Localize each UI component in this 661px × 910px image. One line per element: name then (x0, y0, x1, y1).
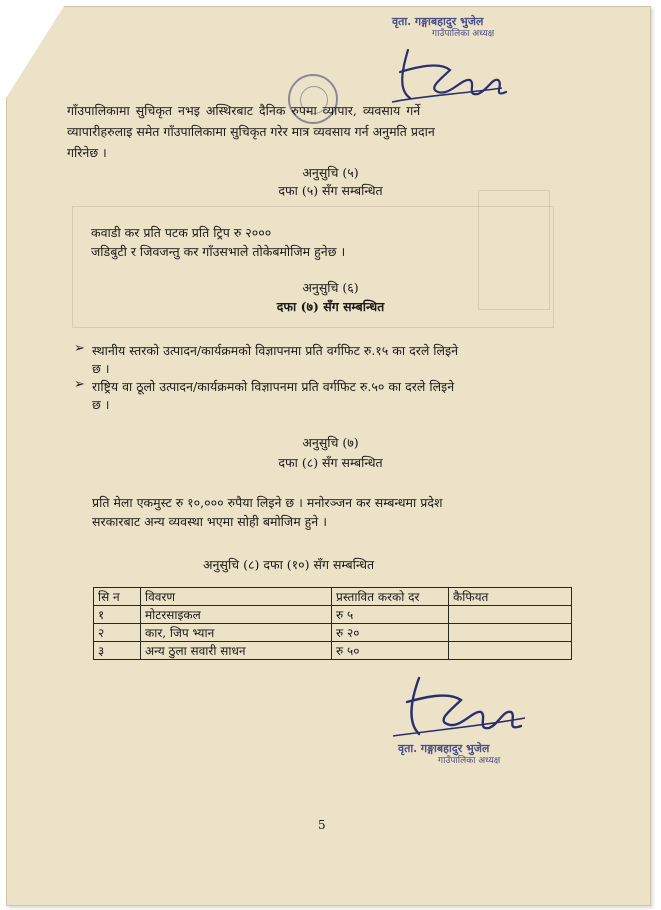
schedule-7-title: अनुसुचि (७) (302, 435, 359, 450)
table-row (94, 624, 572, 642)
schedule-7-line-1: प्रति मेला एकमुस्ट रु १०,००० रुपैया लिइने छ । मनोरञ्जन कर सम्बन्धमा प्रदेश (92, 495, 443, 510)
signature-top (380, 40, 520, 110)
schedule-6-bullet-1-line-2: छ । (92, 361, 110, 376)
schedule-5-line-2: जडिबुटी र जिवजन्तु कर गाँउसभाले तोकेबमोजिम हुनेछ । (91, 244, 346, 259)
arrow-bullet-icon: ➢ (74, 377, 85, 392)
schedule-6-title: अनुसुचि (६) (302, 280, 359, 295)
header-description: विवरण (141, 588, 332, 606)
cell-description: अन्य ठुला सवारी साधन (141, 642, 332, 660)
schedule-7-subtitle: दफा (८) सँग सम्बन्धित (278, 455, 383, 470)
header-serial: सि न (94, 588, 141, 606)
official-stamp-bottom (398, 742, 500, 768)
cell-remarks (449, 624, 572, 642)
cell-rate: रु ५ (332, 606, 449, 624)
cell-serial: ३ (94, 642, 141, 660)
table-row (94, 642, 572, 660)
signature-bottom (385, 672, 535, 744)
header-remarks: कैफियत (449, 588, 572, 606)
cell-rate: रु ५० (332, 642, 449, 660)
schedule-6-bullet-2-line-2: छ । (92, 397, 110, 412)
schedule-5-line-1: कवाडी कर प्रति पटक प्रति ट्रिप रु २००० (91, 225, 272, 240)
cell-remarks (449, 642, 572, 660)
intro-line-3: गरिनेछ । (67, 145, 107, 160)
official-stamp-top (392, 15, 494, 41)
schedule-5-subtitle: दफा (५) सँग सम्बन्धित (278, 183, 383, 198)
folded-corner (6, 6, 64, 98)
intro-line-1: गाँउपालिकामा सुचिकृत नभइ अस्थिरबाट दैनिक रुपमा व्यापार, व्यवसाय गर्ने (67, 103, 421, 118)
table-header-row (94, 588, 572, 606)
schedule-8-title: अनुसुचि (८) दफा (१०) सँग सम्बन्धित (203, 557, 375, 572)
schedule-5-title: अनुसुचि (५) (302, 165, 359, 180)
intro-line-2: व्यापारीहरुलाइ समेत गाँउपालिकामा सुचिकृत गरेर मात्र व्यवसाय गर्न अनुमति प्रदान (67, 124, 435, 139)
stamp-name: वृता. गङ्गाबहादुर भुजेल (392, 15, 484, 28)
cell-description: कार, जिप भ्यान (141, 624, 332, 642)
schedule-6-bullet-1-line-1: स्थानीय स्तरको उत्पादन/कार्यक्रमको विज्ञापनमा प्रति वर्गफिट रु.१५ का दरले लिइने (92, 343, 459, 358)
cell-description: मोटरसाइकल (141, 606, 332, 624)
cell-serial: २ (94, 624, 141, 642)
stamp-title: गाउँपालिका अध्यक्ष (432, 29, 495, 39)
cell-rate: रु २० (332, 624, 449, 642)
arrow-bullet-icon: ➢ (74, 341, 85, 356)
table-row (94, 606, 572, 624)
schedule-6-bullet-2-line-1: राष्ट्रिय वा ठूलो उत्पादन/कार्यक्रमको विज्ञापनमा प्रति वर्गफिट रु.५० का दरले लिइने (92, 379, 455, 394)
schedule-7-line-2: सरकारबाट अन्य व्यवस्था भएमा सोही बमोजिम हुने । (92, 514, 327, 529)
stamp-name: वृता. गङ्गाबहादुर भुजेल (398, 742, 490, 755)
cell-remarks (449, 606, 572, 624)
schedule-6-subtitle: दफा (७) सँग सम्बन्धित (276, 299, 385, 314)
header-proposed-rate: प्रस्तावित करको दर (332, 588, 449, 606)
cell-serial: १ (94, 606, 141, 624)
page-number: 5 (318, 818, 326, 832)
stamp-title: गाउँपालिका अध्यक्ष (438, 756, 501, 766)
vehicle-fee-table (93, 587, 572, 660)
